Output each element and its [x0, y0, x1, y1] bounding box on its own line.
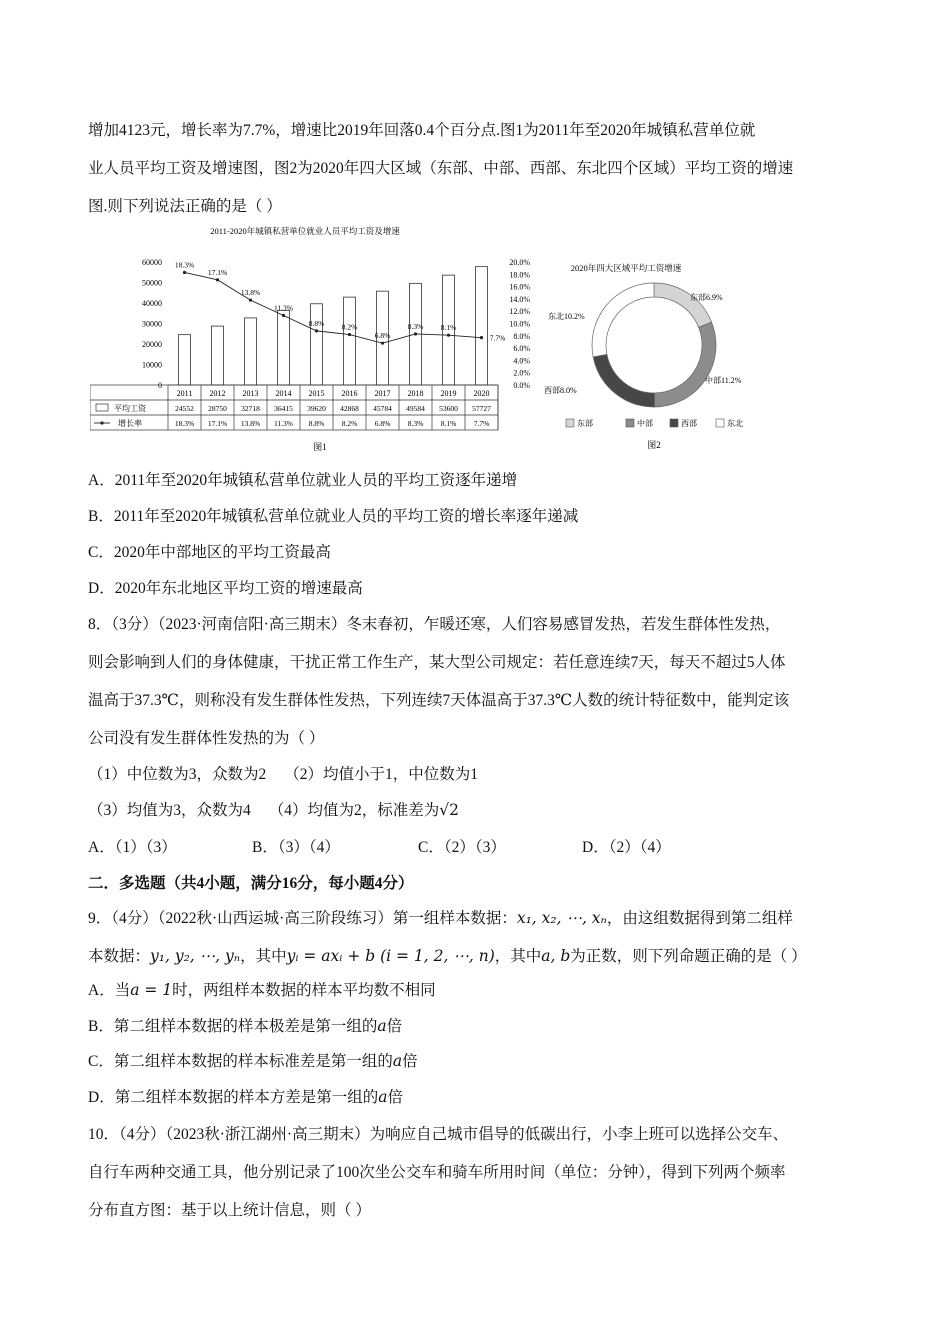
- legend-label: 东北: [727, 419, 743, 428]
- right-axis-tick: 14.0%: [509, 294, 530, 304]
- table-rate-cell: 8.8%: [308, 419, 325, 428]
- q9-c-tail: 倍: [402, 1053, 418, 1070]
- legend-swatch: [566, 419, 574, 427]
- bar-2012: [212, 326, 224, 385]
- q9-text-c: ，其中: [494, 948, 542, 965]
- growth-rate-point: [381, 342, 384, 345]
- table-rate-cell: 17.1%: [207, 419, 228, 428]
- category-label: 2018: [407, 389, 424, 398]
- left-axis-tick: 0: [158, 381, 162, 390]
- table-wage-cell: 36415: [274, 404, 293, 413]
- q8-condition-row-2: [88, 798, 459, 820]
- growth-rate-point: [216, 278, 219, 281]
- growth-rate-label: 8.3%: [407, 321, 424, 331]
- chart-title: 2020年四大区域平均工资增速: [570, 263, 682, 273]
- growth-rate-point: [282, 314, 285, 317]
- table-wage-cell: 39620: [307, 404, 326, 413]
- bar-2016: [341, 297, 358, 385]
- figure-2-chart: [540, 255, 780, 455]
- left-axis-tick: 40000: [142, 299, 162, 308]
- q9-a-tail: 时，两组样本数据的样本平均数不相同: [172, 982, 436, 999]
- donut-slice-2: [654, 322, 716, 407]
- growth-rate-point: [315, 329, 318, 332]
- growth-rate-label: 17.1%: [207, 267, 228, 277]
- chart-title: 2011-2020年城镇私营单位就业人员平均工资及增速: [210, 226, 400, 236]
- category-label: 2011: [176, 389, 193, 398]
- table-rate-cell: 6.8%: [374, 419, 391, 428]
- intro-line-1: 增加4123元，增长率为7.7%，增速比2019年回落0.4个百分点.图1为2011年至2020年城镇私营单位就: [88, 122, 756, 139]
- q9-stem-text: 9．（4分）（2022秋·山西运城·高三阶段练习）第一组样本数据：: [88, 910, 517, 927]
- q9-option-b: [88, 1014, 402, 1036]
- category-label: 2015: [308, 389, 325, 398]
- figure-caption: 图2: [647, 440, 661, 450]
- table-wage-cell: 49584: [406, 404, 425, 413]
- table-wage-cell: 24552: [175, 404, 194, 413]
- intro-line-3: 图.则下列说法正确的是（ ）: [88, 198, 282, 215]
- growth-rate-label: 8.8%: [308, 318, 325, 328]
- q9-d-tail: 倍: [387, 1089, 403, 1106]
- growth-rate-label: 6.8%: [374, 331, 391, 341]
- a-equals-1-formula: a = 1: [130, 981, 173, 999]
- q8-option-c: C．（2）（3）: [418, 839, 506, 856]
- left-axis-tick: 10000: [142, 360, 162, 370]
- ab-formula: a, b: [541, 947, 571, 965]
- q9-option-c: [88, 1049, 418, 1071]
- right-axis-tick: 20.0%: [509, 258, 530, 267]
- q9-a-text: A．当: [88, 982, 131, 999]
- legend-rate-label: 增长率: [118, 419, 142, 428]
- donut-slice-label: 东部6.9%: [690, 293, 723, 302]
- table-wage-cell: 42868: [340, 404, 359, 413]
- var-a: a: [392, 1052, 403, 1070]
- legend-label: 中部: [637, 419, 653, 428]
- category-label: 2016: [341, 389, 358, 398]
- growth-rate-label: 11.3%: [273, 303, 294, 313]
- table-rate-cell: 18.3%: [174, 419, 195, 428]
- category-label: 2012: [209, 389, 226, 398]
- intro-line-2: 业人员平均工资及增速图，图2为2020年四大区域（东部、中部、西部、东北四个区域）平均工资的增速: [88, 160, 794, 177]
- growth-rate-point: [348, 333, 351, 336]
- x-sample-formula: x₁, x₂, ⋯, xₙ: [516, 909, 607, 927]
- table-wage-cell: 53600: [439, 404, 458, 413]
- right-axis-tick: 6.0%: [513, 344, 530, 354]
- q9-option-a: [88, 978, 436, 1000]
- q9-text-a: 本数据：: [88, 948, 151, 965]
- q7-option-b: B．2011年至2020年城镇私营单位就业人员的平均工资的增长率逐年递减: [88, 508, 579, 525]
- y-sample-formula: y₁, y₂, ⋯, yₙ: [150, 947, 241, 965]
- category-label: 2017: [374, 389, 391, 398]
- growth-rate-label: 13.8%: [240, 288, 261, 298]
- q9-b-text: B．第二组样本数据的样本极差是第一组的: [88, 1018, 378, 1035]
- q10-stem-line-1: 10．（4分）（2023秋·浙江湖州·高三期末）为响应自己城市倡导的低碳出行，小李上班可以选择公交车、: [88, 1126, 789, 1143]
- donut-slice-label: 东北10.2%: [548, 312, 585, 321]
- table-rate-cell: 7.7%: [473, 419, 490, 428]
- legend-wage-label: 平均工资: [114, 404, 146, 413]
- right-axis-tick: 4.0%: [513, 356, 530, 366]
- donut-slice-4: [592, 283, 654, 357]
- growth-rate-point: [447, 334, 450, 337]
- right-axis-tick: 16.0%: [509, 282, 530, 292]
- right-axis-tick: 12.0%: [509, 307, 530, 317]
- bar-2013: [245, 318, 257, 385]
- q8-stem-line-2: 则会影响到人们的身体健康，干扰正常工作生产，某大型公司规定：若任意连续7天，每天不超过5人体: [88, 654, 786, 671]
- table-rate-cell: 11.3%: [273, 419, 294, 428]
- table-wage-cell: 57727: [472, 404, 491, 413]
- bar-2014: [278, 310, 290, 385]
- q7-option-c: C．2020年中部地区的平均工资最高: [88, 544, 331, 561]
- q7-option-a: A．2011年至2020年城镇私营单位就业人员的平均工资逐年递增: [88, 472, 518, 489]
- table-wage-cell: 32718: [241, 404, 260, 413]
- q8-condition-4: （4）均值为2，标准差为: [268, 802, 440, 819]
- growth-rate-label: 8.2%: [341, 322, 358, 332]
- q10-stem-line-2: 自行车两种交通工具，他分别记录了100次坐公交车和骑车所用时间（单位：分钟），得到下列两个频率: [88, 1164, 786, 1181]
- q8-condition-1: （1）中位数为3，众数为2: [88, 766, 267, 783]
- table-wage-cell: 28750: [208, 404, 227, 413]
- q9-stem-tail: ，由这组数据得到第二组样: [606, 910, 793, 927]
- q8-option-a: A．（1）（3）: [88, 839, 177, 856]
- donut-slice-3: [593, 354, 654, 407]
- q8-option-d: D．（2）（4）: [582, 839, 671, 856]
- bar-2015: [308, 304, 325, 385]
- q9-option-d: [88, 1085, 403, 1107]
- growth-rate-point: [480, 336, 483, 339]
- right-axis-tick: 8.0%: [513, 331, 530, 341]
- donut-slice-label: 中部11.2%: [705, 376, 742, 385]
- var-a: a: [377, 1017, 387, 1035]
- figure-1-chart: [90, 222, 550, 454]
- legend-swatch: [716, 419, 724, 427]
- left-axis-tick: 30000: [142, 319, 162, 329]
- q9-b-tail: 倍: [386, 1018, 403, 1035]
- q8-stem-line-1: 8．（3分）（2023·河南信阳·高三期末）冬末春初，乍暖还寒，人们容易感冒发热，若发生群体性发热，: [88, 616, 781, 633]
- growth-rate-point: [414, 332, 417, 335]
- var-a: a: [378, 1088, 388, 1106]
- donut-slice-1: [654, 283, 712, 327]
- donut-slice-label: 西部8.0%: [544, 386, 577, 395]
- legend-label: 西部: [681, 419, 697, 428]
- q7-option-d: D．2020年东北地区平均工资的增速最高: [88, 580, 363, 597]
- legend-bar-swatch: [96, 404, 108, 411]
- right-axis-tick: 0.0%: [513, 381, 530, 390]
- table-rate-cell: 8.1%: [440, 419, 457, 428]
- category-label: 2014: [275, 389, 292, 398]
- bar-2020: [476, 267, 488, 385]
- q8-condition-3: （3）均值为3，众数为4: [88, 802, 251, 819]
- q8-stem-line-3: 温高于37.3℃，则称没有发生群体性发热，下列连续7天体温高于37.3℃人数的统计特征数中，能判定该: [88, 692, 790, 709]
- growth-rate-label: 8.1%: [440, 323, 457, 333]
- q9-text-d: 为正数，则下列命题正确的是（ ）: [570, 948, 807, 965]
- right-axis-tick: 18.0%: [509, 270, 530, 280]
- q10-stem-line-3: 分布直方图：基于以上统计信息，则（ ）: [88, 1202, 371, 1219]
- growth-rate-label: 18.3%: [174, 260, 195, 270]
- sqrt-2-formula: √2: [439, 801, 460, 819]
- left-axis-tick: 50000: [142, 278, 162, 288]
- q9-stem-line-1: [88, 906, 793, 928]
- growth-rate-line: [185, 272, 482, 343]
- left-axis-tick: 60000: [142, 258, 162, 267]
- legend-line-swatch: [100, 421, 103, 424]
- q9-c-text: C．第二组样本数据的样本标准差是第一组的: [88, 1053, 393, 1070]
- legend-swatch: [670, 419, 678, 427]
- q8-condition-row-1: [88, 762, 478, 784]
- legend-label: 东部: [577, 419, 593, 428]
- category-label: 2019: [440, 389, 457, 398]
- right-axis-tick: 10.0%: [509, 319, 530, 329]
- table-wage-cell: 45784: [373, 404, 392, 413]
- q8-condition-2: （2）均值小于1，中位数为1: [284, 766, 479, 783]
- category-label: 2020: [473, 389, 490, 398]
- q9-stem-line-2: [88, 944, 807, 966]
- table-rate-cell: 8.3%: [407, 419, 424, 428]
- legend-swatch: [626, 419, 634, 427]
- table-rate-cell: 13.8%: [240, 419, 261, 428]
- section-heading: 二．多选题（共4小题，满分16分，每小题4分）: [88, 875, 414, 892]
- bar-2011: [179, 335, 191, 385]
- growth-rate-point: [249, 299, 252, 302]
- q9-d-text: D．第二组样本数据的样本方差是第一组的: [88, 1089, 379, 1106]
- left-axis-tick: 20000: [142, 340, 162, 349]
- linear-transform-formula: yᵢ = axᵢ + b (i = 1, 2, ⋯, n): [286, 947, 495, 965]
- figure-caption: 图1: [313, 442, 327, 452]
- q9-text-b: ，其中: [240, 948, 287, 965]
- right-axis-tick: 2.0%: [513, 368, 530, 378]
- growth-rate-point: [183, 271, 186, 274]
- q8-stem-line-4: 公司没有发生群体性发热的为（ ）: [88, 730, 325, 747]
- category-label: 2013: [242, 389, 259, 398]
- table-rate-cell: 8.2%: [341, 419, 358, 428]
- q8-option-b: B．（3）（4）: [252, 839, 340, 856]
- growth-rate-label: 7.7%: [489, 333, 506, 343]
